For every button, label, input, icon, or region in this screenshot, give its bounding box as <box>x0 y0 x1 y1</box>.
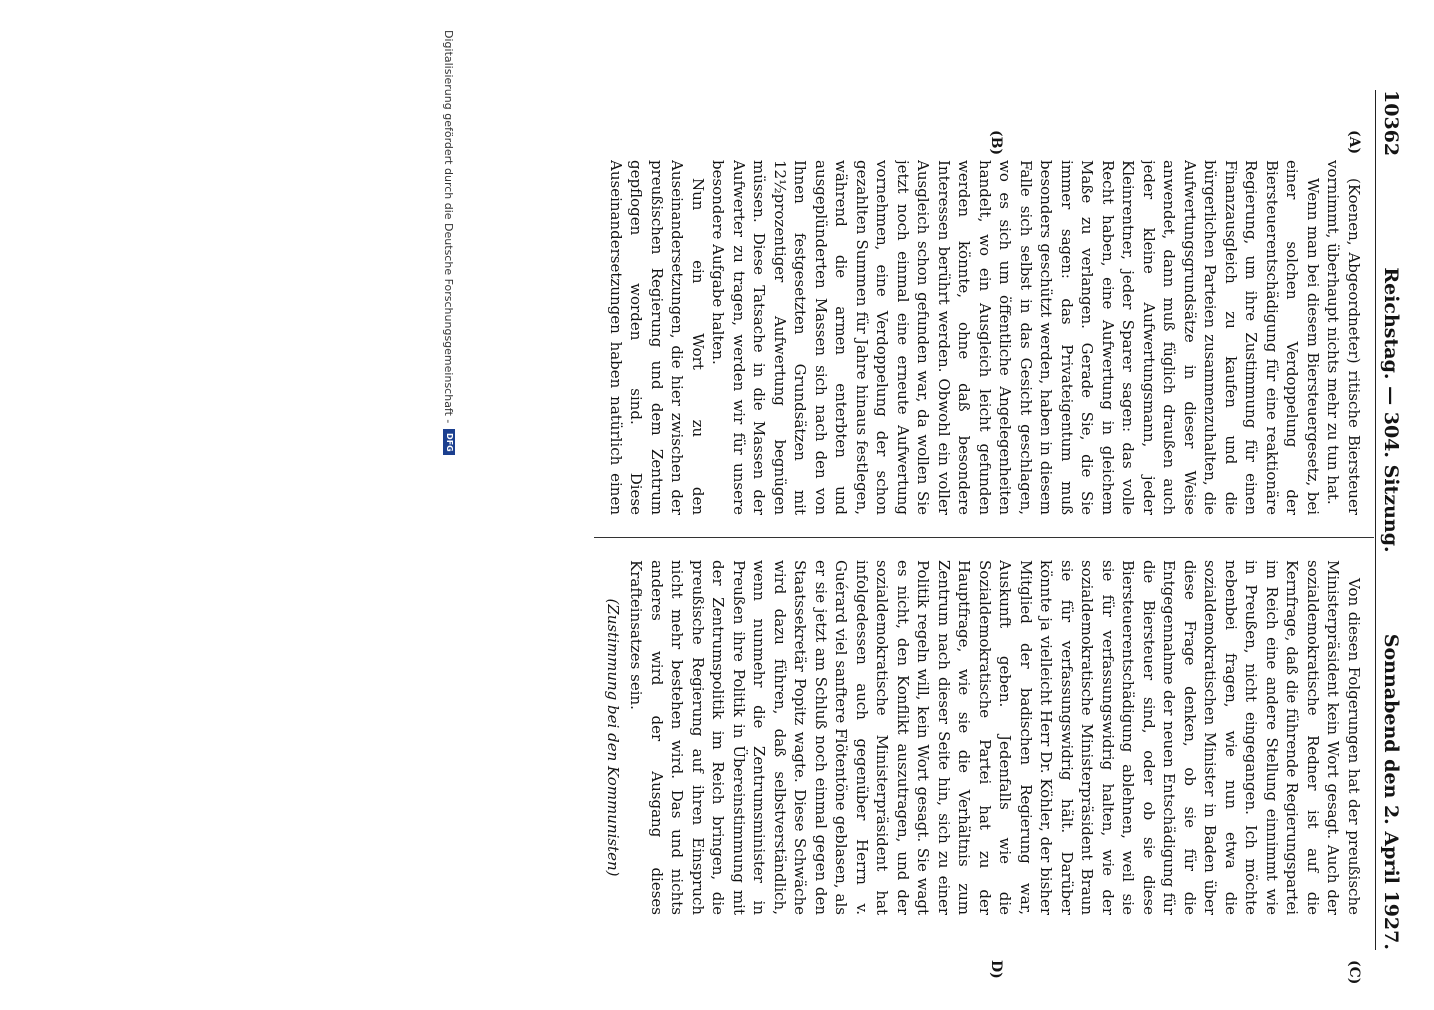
digitization-footer <box>439 30 459 1010</box>
paragraph: Wenn man bei diesem Biersteuergesetz, bei einer solchen Verdoppelung der Biersteuerentschädigung für eine reaktionäre Regierung, um ihre Zustimmung für einen Finanzausgleich zu kaufen und die bürgerlichen Parteien zusammenzuhalten, die Aufwertungsgrundsätze in dieser Weise anwendet, dann muß füglich draußen auch jeder kleine Aufwertungsmann, jeder Kleinrentner, jeder Sparer sagen: das volle Recht haben, eine Aufwertung in gleichem Maße zu verlangen. Gerade Sie, die Sie immer sagen: das Privateigentum muß besonders geschützt werden, haben in diesem Falle sich selbst in das Gesicht geschlagen, wo es sich um öffentliche Angelegenheiten handelt, wo ein Ausgleich leicht gefunden werden könnte, ohne daß besondere Interessen berührt werden. Obwohl ein voller Ausgleich schon gefunden war, da wollen Sie jetzt noch einmal eine erneute Aufwertung vornehmen, eine Verdoppelung der schon gezahlten Summen für Jahre hinaus festlegen, während die armen enterbten und ausgeplünderten Massen sich nach den von Ihnen festgesetzten Grundsätzen mit 12½prozentiger Aufwertung begnügen müssen. Diese Tatsache in die Massen der Aufwerter zu tragen, werden wir für unsere besondere Aufgabe halten. <box>709 160 1322 515</box>
header-title: Reichstag. — 304. Sitzung. <box>1380 267 1402 553</box>
header-date: Sonnabend den 2. April 1927. <box>1380 633 1402 950</box>
margin-mark-d: D) <box>988 960 1004 979</box>
left-column <box>604 160 1364 515</box>
paragraph: Von diesen Folgerungen hat der preußische Ministerpräsident kein Wort gesagt. Auch der sozialdemokratische Redner ist auf die Kernfrage, daß die führende Regierungspartei im Reich eine andere Stellung einnimmt wie in Preußen, nicht eingegangen. Ich möchte nebenbei fragen, wie nun etwa die sozialdemokratischen Minister in Baden über diese Frage denken, ob sie für die Entgegennahme der neuen Entschädigung für die Biersteuer sind, oder ob sie diese Biersteuerentschädigung ablehnen, weil sie sie für verfassungswidrig halten, wie der sozialdemokratische Ministerpräsident Braun sie für verfassungswidrig hält. Darüber könnte ja vielleicht Herr Dr. Köhler, der bisher Mitglied der badischen Regierung war, Auskunft geben. Jedenfalls wie die Sozialdemokratische Partei hat zu der Hauptfrage, wie sie die Verhältnis zum Zentrum nach dieser Seite hin, sich zu einer Politik regeln will, kein Wort gesagt. Sie wagt es nicht, den Konflikt auszutragen, und der sozialdemokratische Ministerpräsident hat infolgedessen auch gegenüber Herrn v. Guérard viel sanftere Flötentöne geblasen, als er sie jetzt am Schluß noch einmal gegen den Staatssekretär Popitz wagte. Diese Schwäche wird dazu führen, daß selbstverständlich, wenn nunmehr die Zentrumsminister in Preußen ihre Politik in Übereinstimmung mit der Zentrumspolitik im Reich bringen, die preußische Regierung auf ihren Einspruch nicht mehr bestehen wird. Das und nichts anderes wird der Ausgang dieses Krafteinsatzes sein. <box>627 560 1363 915</box>
dfg-logo: DFG <box>443 429 455 455</box>
margin-mark-a: (A) <box>1346 130 1362 155</box>
footer-text: Digitalisierung gefördert durch die Deutsche Forschungsgemeinschaft - <box>442 30 456 424</box>
page-header <box>1375 90 1404 950</box>
column-divider <box>594 537 1374 538</box>
margin-mark-b: (B) <box>988 130 1004 156</box>
right-column <box>604 560 1364 915</box>
page-number: 10362 <box>1380 90 1402 157</box>
paragraph: (Koenen, Abgeordneter) ritische Biersteuer vornimmt, überhaupt nichts mehr zu tun hat. <box>1324 160 1363 515</box>
interjection: (Zustimmung bei den Kommunisten) <box>604 598 622 877</box>
margin-mark-c: (C) <box>1346 960 1362 985</box>
paragraph: Nun ein Wort zu den Auseinandersetzungen, die hier zwischen der preußischen Regierung und dem Zentrum gepflogen worden sind. Diese Auseinandersetzungen haben natürlich einen <box>607 160 707 515</box>
